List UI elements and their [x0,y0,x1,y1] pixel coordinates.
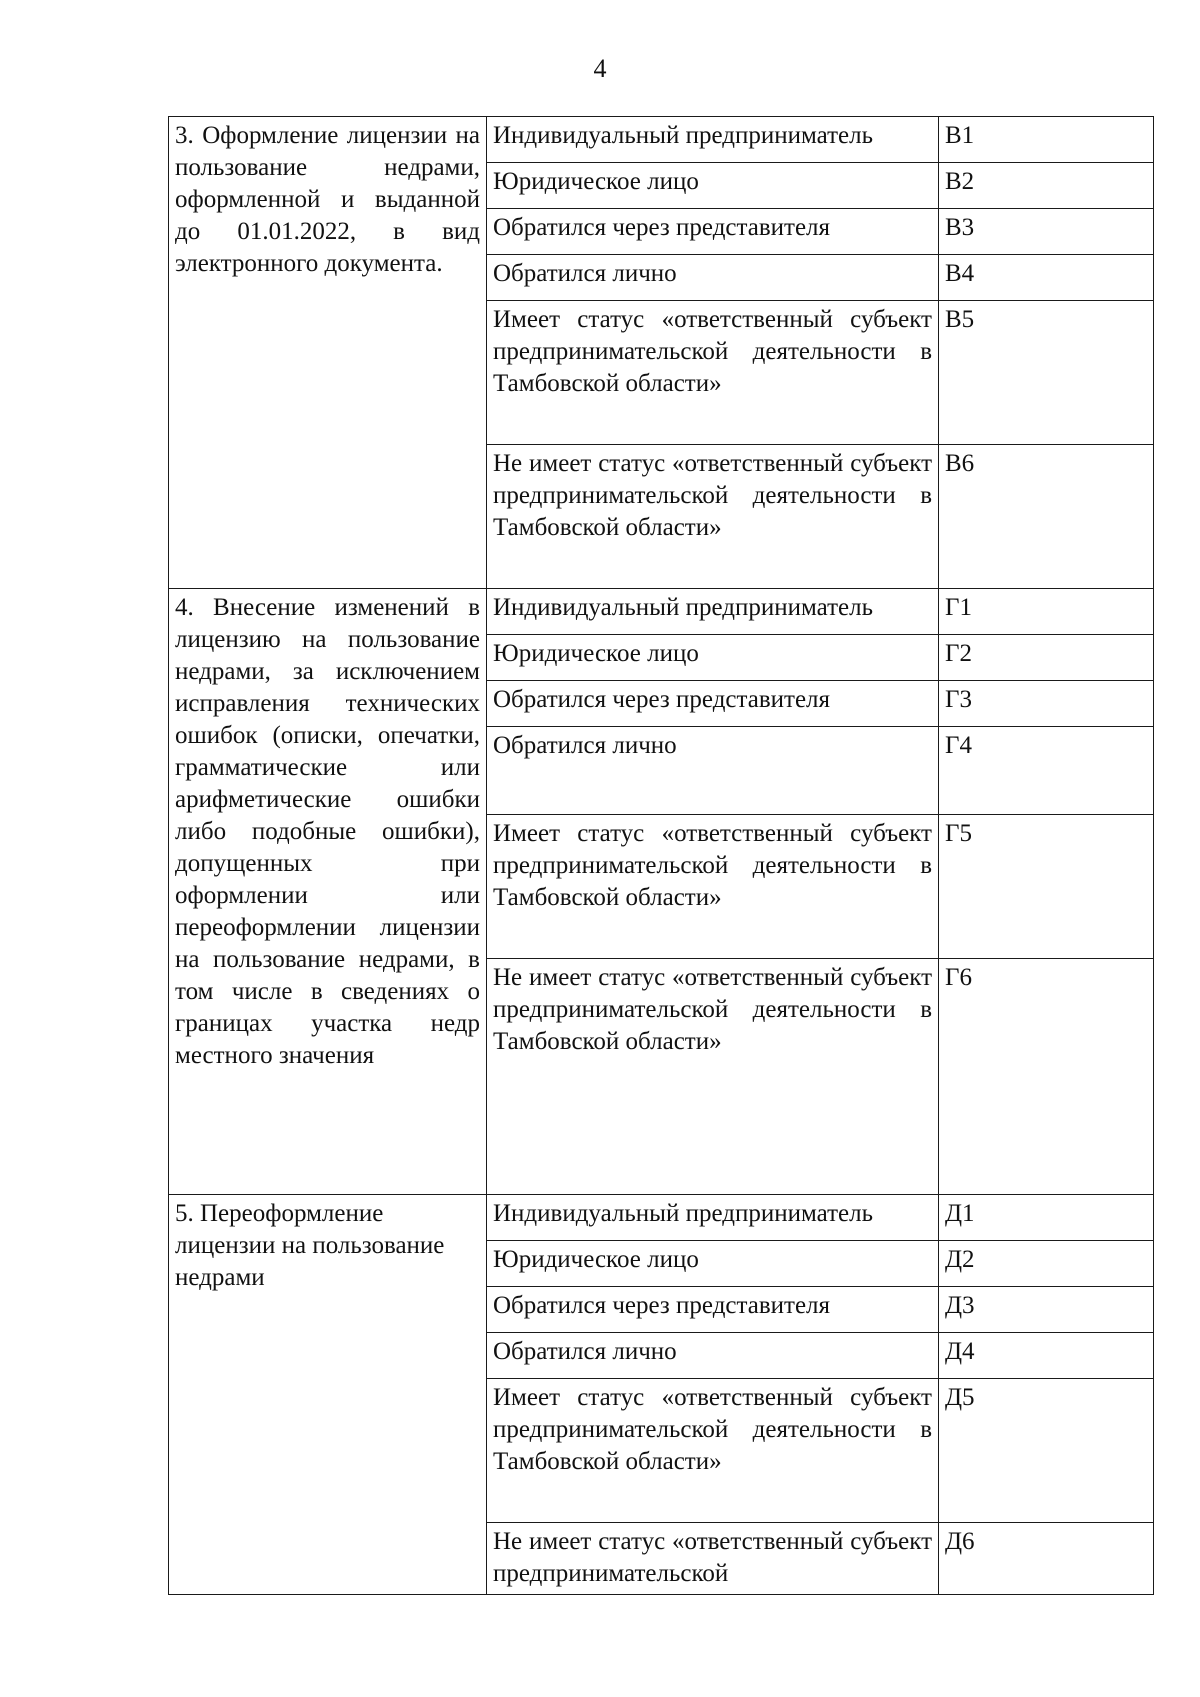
table-row [169,117,1154,163]
license-variants-table [168,116,1154,1595]
code-cell: Д2 [939,1241,1154,1287]
service-cell: 3. Оформление лицензии на пользование недрами, оформленной и выданной до 01.01.2022, в вид электронного документа. [169,117,487,589]
code-cell: Г3 [939,681,1154,727]
table-row [169,589,1154,635]
attribute-cell: Обратился лично [487,727,939,815]
code-cell: Г5 [939,815,1154,959]
attribute-cell: Обратился через представителя [487,1287,939,1333]
attribute-cell: Не имеет статус «ответственный субъект предпринимательской деятельности в Тамбовской области» [487,445,939,589]
attribute-cell: Юридическое лицо [487,1241,939,1287]
attribute-cell: Юридическое лицо [487,163,939,209]
code-cell: Д1 [939,1195,1154,1241]
attribute-cell: Индивидуальный предприниматель [487,1195,939,1241]
code-cell: Г4 [939,727,1154,815]
code-cell: Г2 [939,635,1154,681]
table-row [169,1195,1154,1241]
code-cell: В3 [939,209,1154,255]
attribute-cell: Имеет статус «ответственный субъект предпринимательской деятельности в Тамбовской области» [487,815,939,959]
code-cell: Г6 [939,959,1154,1195]
code-cell: В4 [939,255,1154,301]
attribute-cell: Обратился лично [487,255,939,301]
attribute-cell: Обратился через представителя [487,209,939,255]
attribute-cell: Обратился через представителя [487,681,939,727]
code-cell: Д6 [939,1523,1154,1595]
code-cell: Д4 [939,1333,1154,1379]
attribute-cell: Имеет статус «ответственный субъект предпринимательской деятельности в Тамбовской области» [487,1379,939,1523]
code-cell: Д5 [939,1379,1154,1523]
code-cell: В2 [939,163,1154,209]
service-cell: 5. Переоформление лицензии на пользование недрами [169,1195,487,1595]
page-number: 4 [593,54,607,83]
code-cell: В6 [939,445,1154,589]
attribute-cell: Имеет статус «ответственный субъект предпринимательской деятельности в Тамбовской области» [487,301,939,445]
code-cell: В1 [939,117,1154,163]
attribute-cell: Индивидуальный предприниматель [487,589,939,635]
attribute-cell: Индивидуальный предприниматель [487,117,939,163]
code-cell: Д3 [939,1287,1154,1333]
service-cell: 4. Внесение изменений в лицензию на пользование недрами, за исключением исправления технических ошибок (описки, опечатки, грамматические или арифметические ошибки либо подобные ошибки), допущенных при оформлении или переоформлении лицензии на пользование недрами, в том числе в сведениях о границах участка недр местного значения [169,589,487,1195]
attribute-cell: Юридическое лицо [487,635,939,681]
code-cell: В5 [939,301,1154,445]
attribute-cell: Обратился лично [487,1333,939,1379]
attribute-cell: Не имеет статус «ответственный субъект предпринимательской [487,1523,939,1595]
attribute-cell: Не имеет статус «ответственный субъект предпринимательской деятельности в Тамбовской области» [487,959,939,1195]
code-cell: Г1 [939,589,1154,635]
